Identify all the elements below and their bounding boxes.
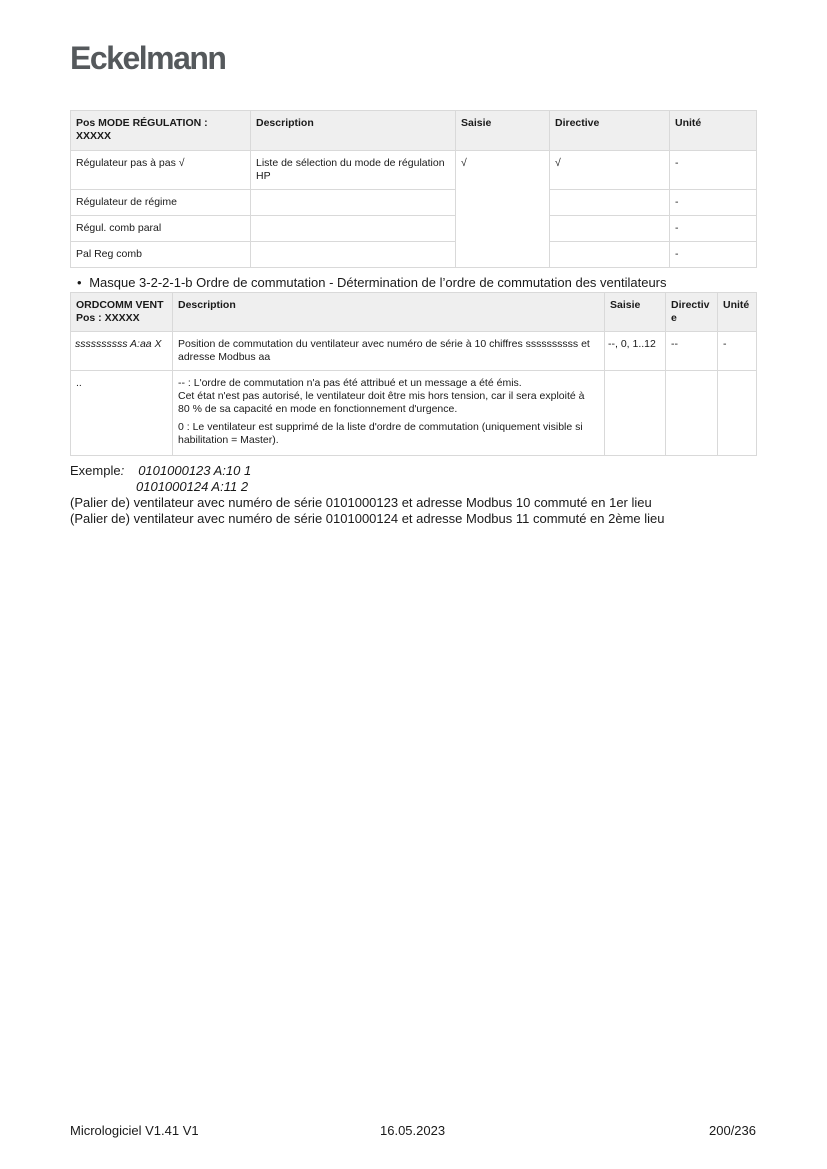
example-line (70, 463, 665, 479)
footer-page-number: 200/236 (709, 1123, 756, 1138)
description-paragraph (178, 377, 599, 416)
cell-directive (550, 216, 670, 242)
cell-unite: - (670, 242, 757, 268)
header-description: Description (251, 111, 456, 151)
cell-description: Liste de sélection du mode de régulation HP (251, 151, 456, 190)
cell-unite: - (670, 151, 757, 190)
cell-directive (550, 242, 670, 268)
cell-name: Régulateur pas à pas √ (71, 151, 251, 190)
example-colon: : (120, 463, 125, 478)
bullet-icon: • (77, 275, 82, 290)
cell-directive (550, 190, 670, 216)
table-header-row (71, 293, 757, 332)
table-row (71, 151, 757, 190)
description-paragraph: 0 : Le ventilateur est supprimé de la liste d'ordre de commutation (uniquement visible si habilitation = Master). (178, 421, 583, 446)
cell-unite: - (670, 216, 757, 242)
cell-directive: -- (666, 332, 718, 371)
example-line (70, 479, 665, 495)
cell-directive: √ (550, 151, 670, 190)
section-bullet (77, 275, 667, 290)
cell-directive (666, 371, 718, 456)
eckelmann-logo: Eckelmann (70, 40, 226, 76)
cell-saisie (605, 371, 666, 456)
example-value: 0101000123 A:10 1 (138, 463, 252, 478)
header-description: Description (173, 293, 605, 332)
example-value: 0101000124 A:11 2 (136, 479, 249, 494)
cell-saisie: --, 0, 1..12 (605, 332, 666, 371)
table-header-row (71, 111, 757, 151)
table-row (71, 216, 757, 242)
cell-description (251, 242, 456, 268)
header-directive: Directive (550, 111, 670, 151)
cell-name: Régulateur de régime (71, 190, 251, 216)
cell-unite: - (718, 332, 757, 371)
footer-firmware: Micrologiciel V1.41 V1 (70, 1123, 199, 1138)
footer-date: 16.05.2023 (380, 1123, 446, 1138)
table-row (71, 242, 757, 268)
cell-description (251, 216, 456, 242)
cell-name: .. (71, 371, 173, 456)
example-explanation: (Palier de) ventilateur avec numéro de série 0101000123 et adresse Modbus 10 commuté en 1er lieu (70, 495, 652, 510)
header-pos: ORDCOMM VENT Pos : XXXXX (71, 293, 173, 332)
header-pos: Pos MODE RÉGULATION : XXXXX (71, 111, 251, 151)
example-block (70, 463, 665, 527)
example-explanation: (Palier de) ventilateur avec numéro de série 0101000124 et adresse Modbus 11 commuté en 2ème lieu (70, 511, 665, 526)
header-saisie: Saisie (605, 293, 666, 332)
table-row (71, 332, 757, 371)
section-heading: Masque 3-2-2-1-b Ordre de commutation - Détermination de l’ordre de commutation des ventilateurs (89, 275, 667, 290)
table-row (71, 371, 757, 456)
header-directive: Directiv e (666, 293, 718, 332)
regulation-mode-table (70, 110, 757, 268)
fan-switching-order-table (70, 292, 757, 456)
header-unite: Unité (670, 111, 757, 151)
cell-unite: - (670, 190, 757, 216)
example-label: Exemple (70, 463, 121, 478)
cell-saisie: √ (456, 151, 550, 268)
description-line: Cet état n'est pas autorisé, le ventilateur doit être mis hors tension, car il sera exploité à 80 % de sa capacité en mode en fonctionnement d'urgence. (178, 390, 585, 415)
cell-description: Position de commutation du ventilateur avec numéro de série à 10 chiffres ssssssssss et adresse Modbus aa (173, 332, 605, 371)
description-line: -- : L'ordre de commutation n'a pas été attribué et un message a été émis. (178, 377, 522, 389)
cell-unite (718, 371, 757, 456)
cell-description (251, 190, 456, 216)
cell-name: Régul. comb paral (71, 216, 251, 242)
table-row (71, 190, 757, 216)
cell-name: ssssssssss A:aa X (71, 332, 173, 371)
cell-description (173, 371, 605, 456)
header-saisie: Saisie (456, 111, 550, 151)
cell-name: Pal Reg comb (71, 242, 251, 268)
header-unite: Unité (718, 293, 757, 332)
